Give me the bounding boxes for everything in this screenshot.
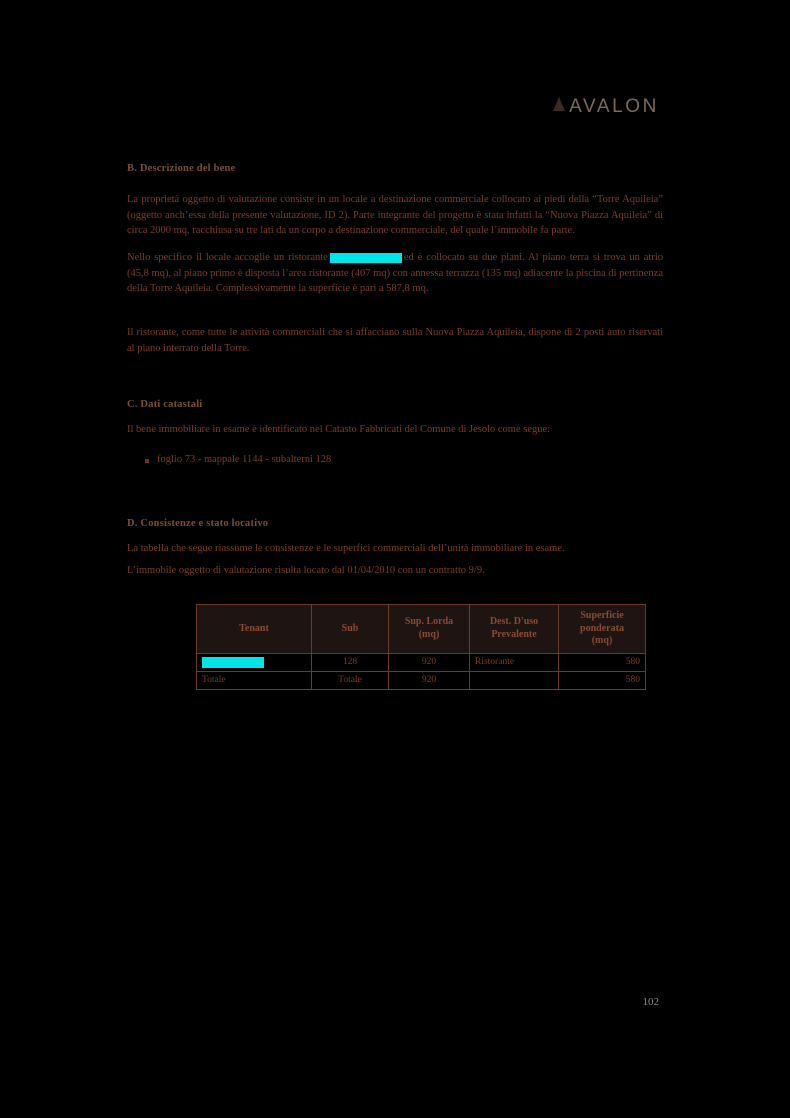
section-b-paragraph-2 <box>127 250 663 297</box>
column-header-dest-uso-line1: Dest. D'uso <box>489 616 539 628</box>
column-header-superficie-line2: ponderata <box>580 622 624 634</box>
section-b-heading: B. Descrizione del bene <box>127 163 236 174</box>
table-total-row <box>197 671 646 689</box>
column-header-superficie-line3: (mq) <box>591 635 613 646</box>
table-header <box>197 605 646 654</box>
cell-tenant <box>197 653 312 671</box>
section-c-heading: C. Dati catastali <box>127 399 203 410</box>
consistenze-table <box>196 604 646 690</box>
section-b-paragraph-1: La proprietà oggetto di valutazione consiste in un locale a destinazione commerciale collocato ai piedi della “Torre Aquileia” (oggetto anch’essa della presente valutazione, ID 2). Parte integrante del progetto è stata infatti la “Nuova Piazza Aquileia” di circa 2000 mq, racchiusa su tre lati da un corpo a destinazione commerciale, del quale l’immobile fa parte. <box>127 194 663 237</box>
cell-total-label: Totale <box>197 671 312 689</box>
column-header-tenant: Tenant <box>197 605 312 654</box>
logo-text: AVALON <box>569 96 659 117</box>
list-item <box>145 454 575 465</box>
cell-total-sub: Totale <box>312 671 389 689</box>
table-row <box>197 653 646 671</box>
section-b-paragraph-3: Il ristorante, come tutte le attività commerciali che si affacciano sulla Nuova Piazza Aquileia, dispone di 2 posti auto riservati al piano interrato della Torre. <box>127 327 663 354</box>
table-body <box>197 653 646 689</box>
column-header-sup-lorda-line2: (mq) <box>418 628 440 640</box>
column-header-sub: Sub <box>312 605 389 654</box>
page-number: 102 <box>642 996 659 1008</box>
column-header-dest-uso <box>470 605 559 654</box>
cell-superficie-ponderata: 580 <box>559 653 646 671</box>
consistenze-table-wrapper <box>196 604 646 690</box>
avalon-logo <box>551 96 659 118</box>
cell-sub: 128 <box>312 653 389 671</box>
cell-total-dest-uso <box>470 671 559 689</box>
catasto-bullet-label: foglio 73 - mappale 1144 - subalterni 128 <box>157 454 332 465</box>
redaction-tenant-cell <box>202 657 264 668</box>
section-d-paragraph-1: La tabella che segue riassume le consistenze e le superfici commerciali dell’unità immobiliare in esame. <box>127 543 565 554</box>
table-header-row <box>197 605 646 654</box>
column-header-dest-uso-line2: Prevalente <box>491 628 537 640</box>
triangle-logo-mark <box>551 96 565 112</box>
redaction-tenant-name <box>330 253 402 263</box>
cell-dest-uso: Ristorante <box>470 653 559 671</box>
cell-sup-lorda: 920 <box>389 653 470 671</box>
section-c-paragraph-1: Il bene immobiliare in esame è identificato nel Catasto Fabbricati del Comune di Jesolo come segue: <box>127 424 551 435</box>
cell-total-sup-lorda: 920 <box>389 671 470 689</box>
section-d-heading: D. Consistenze e stato locativo <box>127 518 269 529</box>
bullet-icon <box>145 459 149 463</box>
section-b-paragraph-2-before: Nello specifico il locale accoglie un ristorante <box>127 252 328 263</box>
column-header-sup-lorda-line1: Sup. Lorda <box>404 616 454 628</box>
cell-total-superficie-ponderata: 580 <box>559 671 646 689</box>
section-b-paragraph-2-after: ed è collocato su due piani. Al piano terra si trova un atrio (45,8 mq), al piano primo è disposta l’area ristorante (407 mq) con annessa terrazza (135 mq) adiacente la piscina di pertinenza della Torre Aquileia. Complessivamente la superficie è pari a 587,8 mq. <box>127 252 663 295</box>
section-d-paragraph-2: L’immobile oggetto di valutazione risulta locato dal 01/04/2010 con un contratto 9/9. <box>127 565 485 576</box>
column-header-superficie-line1: Superficie <box>580 610 624 621</box>
column-header-superficie-ponderata <box>559 605 646 654</box>
column-header-sup-lorda <box>389 605 470 654</box>
